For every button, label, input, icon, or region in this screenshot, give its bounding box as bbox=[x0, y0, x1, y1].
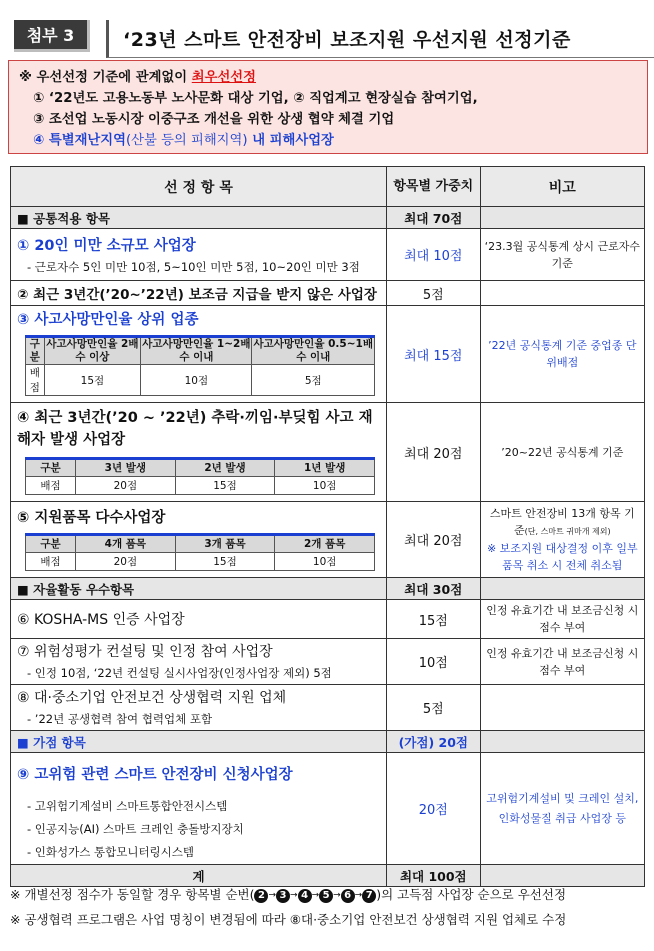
table-row bbox=[11, 685, 645, 731]
table-row bbox=[11, 306, 645, 403]
arrow-icon: → bbox=[354, 890, 363, 901]
item-5-note: 스마트 안전장비 13개 항목 기준(단, 스마트 귀마개 제외) bbox=[489, 507, 635, 537]
table-row bbox=[11, 600, 645, 639]
footer-line-1: ※ 개별선정 점수가 동일할 경우 항목별 순번( 2 → 3 → 4 → 5 → 6 → 7 )의 고득점 사업장 순으로 우선선정 bbox=[10, 887, 567, 902]
priority-notice bbox=[8, 60, 648, 154]
item-6-note: 인정 유효기간 내 보조금신청 시 점수 부여 bbox=[480, 600, 644, 639]
footer-line-2: ※ 공생협력 프로그램은 사업 명칭이 변경됨에 따라 ⑧대·중소기업 안전보건 상생협력 지원 업체로 수정 bbox=[10, 911, 567, 927]
col-header-weight: 항목별 가중치 bbox=[386, 167, 480, 207]
notice-line-4: ④ 특별재난지역(산불 등의 피해지역) 내 피해사업장 bbox=[33, 133, 334, 148]
item-9-sub: - 인화성가스 통합모니터링시스템 bbox=[27, 845, 194, 859]
item-9-note: 고위험기계설비 및 크레인 설치, 인화성물질 취급 사업장 등 bbox=[480, 753, 644, 865]
notice-line-1: ※ 우선선정 기준에 관계없이 최우선선정 bbox=[19, 70, 256, 85]
item-1-sub: - 근로자수 5인 미만 10점, 5~10인 미만 5점, 10~20인 미만 3점 bbox=[27, 259, 360, 274]
item-2-title: ② 최근 3년간(’20~’22년) 보조금 지급을 받지 않은 사업장 bbox=[17, 287, 377, 303]
attachment-badge: 첨부 3 bbox=[14, 20, 90, 52]
item-8-title: ⑧ 대·중소기업 안전보건 상생협력 지원 업체 bbox=[17, 690, 287, 706]
order-number: 4 bbox=[298, 889, 312, 903]
order-number: 3 bbox=[276, 889, 290, 903]
order-number: 5 bbox=[319, 889, 333, 903]
item-6-score: 15점 bbox=[386, 600, 480, 639]
item-5-note-warning: ※ 보조지원 대상결정 이후 일부 품목 취소 시 전체 취소됨 bbox=[486, 542, 638, 572]
item-9-score: 20점 bbox=[386, 753, 480, 865]
notice-line-2: ① ‘22년도 고용노동부 노사문화 대상 기업, ② 직업계고 현장실습 참여기업, bbox=[33, 91, 478, 106]
order-number: 2 bbox=[254, 889, 268, 903]
order-number: 6 bbox=[341, 889, 355, 903]
item-5-title: ⑤ 지원품목 다수사업장 bbox=[17, 510, 166, 526]
item-1-note: ‘23.3월 공식통계 상시 근로자수 기준 bbox=[480, 229, 644, 281]
total-score: 최대 100점 bbox=[386, 865, 480, 887]
col-header-remark: 비고 bbox=[480, 167, 644, 207]
item-3-title: ③ 사고사망만인율 상위 업종 bbox=[17, 312, 199, 328]
item-9-title: ⑨ 고위험 관련 스마트 안전장비 신청사업장 bbox=[17, 767, 293, 783]
table-row bbox=[11, 229, 645, 281]
section-label: ■ 가점 항목 bbox=[11, 731, 387, 753]
item-9-sub: - 고위험기계설비 스마트통합안전시스템 bbox=[27, 799, 228, 813]
item-5-score: 최대 20점 bbox=[386, 502, 480, 578]
criteria-table bbox=[10, 166, 645, 887]
item-4-note: ’20~22년 공식통계 기준 bbox=[480, 403, 644, 502]
table-row bbox=[11, 403, 645, 502]
arrow-icon: → bbox=[290, 890, 298, 901]
arrow-icon: → bbox=[311, 890, 320, 901]
item-1-title: ① 20인 미만 소규모 사업장 bbox=[17, 237, 196, 254]
top-priority-text: 최우선선정 bbox=[191, 70, 256, 85]
item-5-subtable: 구분 4개 품목 3개 품목 2개 품목 배점 20점 15점 10점 bbox=[25, 533, 375, 571]
table-row bbox=[11, 753, 645, 865]
header bbox=[8, 8, 646, 54]
total-label: 계 bbox=[11, 865, 387, 887]
arrow-icon: → bbox=[268, 890, 277, 901]
item-3-score: 최대 15점 bbox=[386, 306, 480, 403]
section-self-activity bbox=[11, 578, 645, 600]
section-score: (가점) 20점 bbox=[386, 731, 480, 753]
item-2-score: 5점 bbox=[386, 281, 480, 306]
section-score: 최대 70점 bbox=[386, 207, 480, 229]
item-7-sub: - 인정 10점, ‘22년 컨설팅 실시사업장(인정사업장 제외) 5점 bbox=[27, 666, 332, 680]
item-4-subtable: 구분 3년 발생 2년 발생 1년 발생 배점 20점 15점 10점 bbox=[25, 457, 375, 495]
item-4-title: ④ 최근 3년간(’20 ~ ’22년) 추락·끼임·부딪힘 사고 재해자 발생 사업장 bbox=[17, 410, 373, 448]
page-title: ‘23년 스마트 안전장비 보조지원 우선지원 선정기준 bbox=[106, 20, 654, 58]
item-6-title: ⑥ KOSHA-MS 인증 사업장 bbox=[17, 612, 185, 628]
order-number: 7 bbox=[362, 889, 376, 903]
item-7-title: ⑦ 위험성평가 컨설팅 및 인정 참여 사업장 bbox=[17, 644, 273, 660]
item-3-note: ’22년 공식통계 기준 중업종 단위배점 bbox=[480, 306, 644, 403]
section-score: 최대 30점 bbox=[386, 578, 480, 600]
arrow-icon: → bbox=[333, 890, 341, 901]
table-row bbox=[11, 281, 645, 306]
section-label: ■ 자율활동 우수항목 bbox=[11, 578, 387, 600]
item-8-sub: - ’22년 공생협력 참여 협력업체 포함 bbox=[27, 712, 213, 726]
table-row bbox=[11, 639, 645, 685]
section-common bbox=[11, 207, 645, 229]
item-8-score: 5점 bbox=[386, 685, 480, 731]
footer-notes bbox=[10, 883, 650, 932]
section-label: ■ 공통적용 항목 bbox=[11, 207, 387, 229]
item-1-score: 최대 10점 bbox=[386, 229, 480, 281]
item-7-note: 인정 유효기간 내 보조금신청 시 점수 부여 bbox=[480, 639, 644, 685]
item-7-score: 10점 bbox=[386, 639, 480, 685]
section-bonus bbox=[11, 731, 645, 753]
col-header-item: 선 정 항 목 bbox=[11, 167, 387, 207]
item-4-score: 최대 20점 bbox=[386, 403, 480, 502]
item-9-sub: - 인공지능(AI) 스마트 크레인 충돌방지장치 bbox=[27, 822, 244, 836]
item-3-subtable: 구분 사고사망만인율 2배수 이상 사고사망만인율 1~2배수 이내 사고사망만인율 0.5~1배수 이내 배점 15점 10점 5점 bbox=[25, 335, 375, 396]
notice-line-3: ③ 조선업 노동시장 이중구조 개선을 위한 상생 협약 체결 기업 bbox=[33, 112, 395, 127]
table-header-row bbox=[11, 167, 645, 207]
table-row bbox=[11, 502, 645, 578]
